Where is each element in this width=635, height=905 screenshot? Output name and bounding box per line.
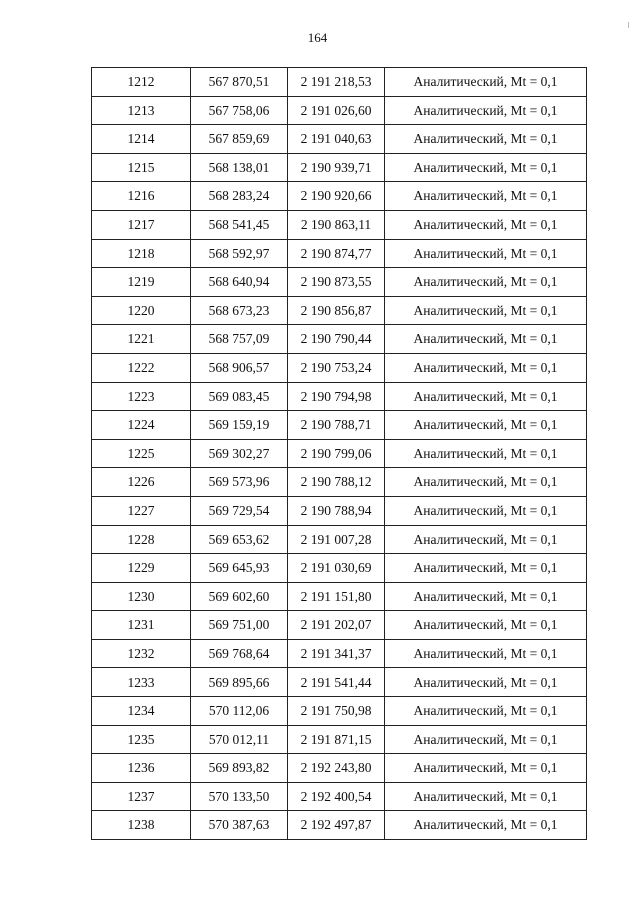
cell-coordinate-x: 569 083,45: [191, 382, 288, 411]
cell-method: Аналитический, Mt = 0,1: [385, 125, 587, 154]
cell-method: Аналитический, Mt = 0,1: [385, 811, 587, 840]
cell-method: Аналитический, Mt = 0,1: [385, 697, 587, 726]
cell-coordinate-y: 2 190 753,24: [288, 353, 385, 382]
cell-coordinate-y: 2 190 874,77: [288, 239, 385, 268]
table-row: [92, 725, 587, 754]
cell-coordinate-x: 569 602,60: [191, 582, 288, 611]
cell-point-number: 1234: [92, 697, 191, 726]
cell-coordinate-y: 2 190 920,66: [288, 182, 385, 211]
cell-point-number: 1232: [92, 639, 191, 668]
cell-coordinate-x: 569 302,27: [191, 439, 288, 468]
cell-coordinate-x: 570 012,11: [191, 725, 288, 754]
cell-coordinate-y: 2 191 541,44: [288, 668, 385, 697]
cell-coordinate-y: 2 190 799,06: [288, 439, 385, 468]
table-row: [92, 68, 587, 97]
cell-coordinate-x: 570 387,63: [191, 811, 288, 840]
cell-coordinate-x: 568 906,57: [191, 353, 288, 382]
cell-point-number: 1217: [92, 210, 191, 239]
cell-coordinate-x: 568 757,09: [191, 325, 288, 354]
table-row: [92, 239, 587, 268]
cell-point-number: 1216: [92, 182, 191, 211]
cell-point-number: 1214: [92, 125, 191, 154]
cell-coordinate-x: 569 653,62: [191, 525, 288, 554]
cell-coordinate-y: 2 190 939,71: [288, 153, 385, 182]
cell-coordinate-y: 2 192 497,87: [288, 811, 385, 840]
cell-coordinate-y: 2 191 750,98: [288, 697, 385, 726]
cell-coordinate-y: 2 191 871,15: [288, 725, 385, 754]
table-row: [92, 782, 587, 811]
cell-coordinate-y: 2 191 026,60: [288, 96, 385, 125]
cell-coordinate-y: 2 190 788,12: [288, 468, 385, 497]
table-row: [92, 382, 587, 411]
table-row: [92, 611, 587, 640]
cell-coordinate-x: 568 138,01: [191, 153, 288, 182]
cell-coordinate-y: 2 191 040,63: [288, 125, 385, 154]
cell-coordinate-y: 2 191 030,69: [288, 554, 385, 583]
cell-point-number: 1219: [92, 268, 191, 297]
cell-method: Аналитический, Mt = 0,1: [385, 296, 587, 325]
coordinates-table: [91, 67, 587, 840]
table-row: [92, 210, 587, 239]
cell-point-number: 1222: [92, 353, 191, 382]
cell-point-number: 1229: [92, 554, 191, 583]
cell-point-number: 1227: [92, 496, 191, 525]
cell-method: Аналитический, Mt = 0,1: [385, 639, 587, 668]
cell-point-number: 1221: [92, 325, 191, 354]
cell-method: Аналитический, Mt = 0,1: [385, 153, 587, 182]
cell-point-number: 1230: [92, 582, 191, 611]
table-row: [92, 525, 587, 554]
cell-method: Аналитический, Mt = 0,1: [385, 382, 587, 411]
cell-method: Аналитический, Mt = 0,1: [385, 411, 587, 440]
cell-point-number: 1236: [92, 754, 191, 783]
cell-coordinate-x: 570 133,50: [191, 782, 288, 811]
cell-method: Аналитический, Mt = 0,1: [385, 210, 587, 239]
cell-coordinate-x: 569 159,19: [191, 411, 288, 440]
cell-point-number: 1215: [92, 153, 191, 182]
cell-coordinate-x: 569 895,66: [191, 668, 288, 697]
page-number: 164: [307, 30, 328, 45]
cell-coordinate-y: 2 190 856,87: [288, 296, 385, 325]
cell-coordinate-x: 568 592,97: [191, 239, 288, 268]
table-row: [92, 554, 587, 583]
table-row: [92, 153, 587, 182]
table-row: [92, 582, 587, 611]
cell-coordinate-x: 567 870,51: [191, 68, 288, 97]
cell-coordinate-y: 2 191 202,07: [288, 611, 385, 640]
cell-point-number: 1228: [92, 525, 191, 554]
cell-method: Аналитический, Mt = 0,1: [385, 268, 587, 297]
cell-point-number: 1226: [92, 468, 191, 497]
cell-method: Аналитический, Mt = 0,1: [385, 468, 587, 497]
table-row: [92, 668, 587, 697]
cell-point-number: 1223: [92, 382, 191, 411]
table-row: [92, 268, 587, 297]
cell-method: Аналитический, Mt = 0,1: [385, 754, 587, 783]
cell-point-number: 1235: [92, 725, 191, 754]
cell-method: Аналитический, Mt = 0,1: [385, 496, 587, 525]
cell-point-number: 1225: [92, 439, 191, 468]
cell-method: Аналитический, Mt = 0,1: [385, 725, 587, 754]
cell-method: Аналитический, Mt = 0,1: [385, 582, 587, 611]
table-row: [92, 754, 587, 783]
cell-method: Аналитический, Mt = 0,1: [385, 96, 587, 125]
cell-method: Аналитический, Mt = 0,1: [385, 668, 587, 697]
cell-method: Аналитический, Mt = 0,1: [385, 439, 587, 468]
cell-coordinate-x: 568 283,24: [191, 182, 288, 211]
cell-method: Аналитический, Mt = 0,1: [385, 239, 587, 268]
cell-coordinate-x: 569 573,96: [191, 468, 288, 497]
cell-coordinate-x: 568 673,23: [191, 296, 288, 325]
table-row: [92, 96, 587, 125]
cell-coordinate-y: 2 191 341,37: [288, 639, 385, 668]
table-row: [92, 439, 587, 468]
cell-point-number: 1213: [92, 96, 191, 125]
cell-method: Аналитический, Mt = 0,1: [385, 325, 587, 354]
cell-coordinate-x: 569 893,82: [191, 754, 288, 783]
table-row: [92, 182, 587, 211]
cell-coordinate-x: 568 541,45: [191, 210, 288, 239]
cell-coordinate-y: 2 190 794,98: [288, 382, 385, 411]
cell-coordinate-y: 2 191 218,53: [288, 68, 385, 97]
cell-coordinate-y: 2 190 788,71: [288, 411, 385, 440]
table-row: [92, 411, 587, 440]
scan-speck: [628, 22, 629, 28]
cell-coordinate-x: 568 640,94: [191, 268, 288, 297]
table-row: [92, 468, 587, 497]
cell-method: Аналитический, Mt = 0,1: [385, 525, 587, 554]
cell-coordinate-x: 567 758,06: [191, 96, 288, 125]
table-row: [92, 296, 587, 325]
table-row: [92, 353, 587, 382]
coordinates-table-body: [92, 68, 587, 840]
table-row: [92, 325, 587, 354]
cell-coordinate-x: 570 112,06: [191, 697, 288, 726]
cell-coordinate-x: 569 751,00: [191, 611, 288, 640]
cell-method: Аналитический, Mt = 0,1: [385, 182, 587, 211]
table-row: [92, 639, 587, 668]
cell-coordinate-x: 569 645,93: [191, 554, 288, 583]
cell-coordinate-y: 2 190 788,94: [288, 496, 385, 525]
table-row: [92, 125, 587, 154]
cell-point-number: 1220: [92, 296, 191, 325]
cell-coordinate-y: 2 191 007,28: [288, 525, 385, 554]
cell-method: Аналитический, Mt = 0,1: [385, 353, 587, 382]
cell-coordinate-y: 2 191 151,80: [288, 582, 385, 611]
table-row: [92, 811, 587, 840]
cell-point-number: 1212: [92, 68, 191, 97]
cell-coordinate-x: 567 859,69: [191, 125, 288, 154]
cell-point-number: 1238: [92, 811, 191, 840]
cell-coordinate-y: 2 190 790,44: [288, 325, 385, 354]
cell-point-number: 1233: [92, 668, 191, 697]
cell-coordinate-y: 2 190 873,55: [288, 268, 385, 297]
table-row: [92, 496, 587, 525]
cell-coordinate-x: 569 729,54: [191, 496, 288, 525]
table-row: [92, 697, 587, 726]
cell-point-number: 1237: [92, 782, 191, 811]
cell-method: Аналитический, Mt = 0,1: [385, 68, 587, 97]
cell-coordinate-y: 2 190 863,11: [288, 210, 385, 239]
cell-coordinate-x: 569 768,64: [191, 639, 288, 668]
cell-method: Аналитический, Mt = 0,1: [385, 611, 587, 640]
cell-coordinate-y: 2 192 400,54: [288, 782, 385, 811]
cell-point-number: 1224: [92, 411, 191, 440]
cell-point-number: 1231: [92, 611, 191, 640]
cell-method: Аналитический, Mt = 0,1: [385, 782, 587, 811]
cell-point-number: 1218: [92, 239, 191, 268]
cell-method: Аналитический, Mt = 0,1: [385, 554, 587, 583]
cell-coordinate-y: 2 192 243,80: [288, 754, 385, 783]
